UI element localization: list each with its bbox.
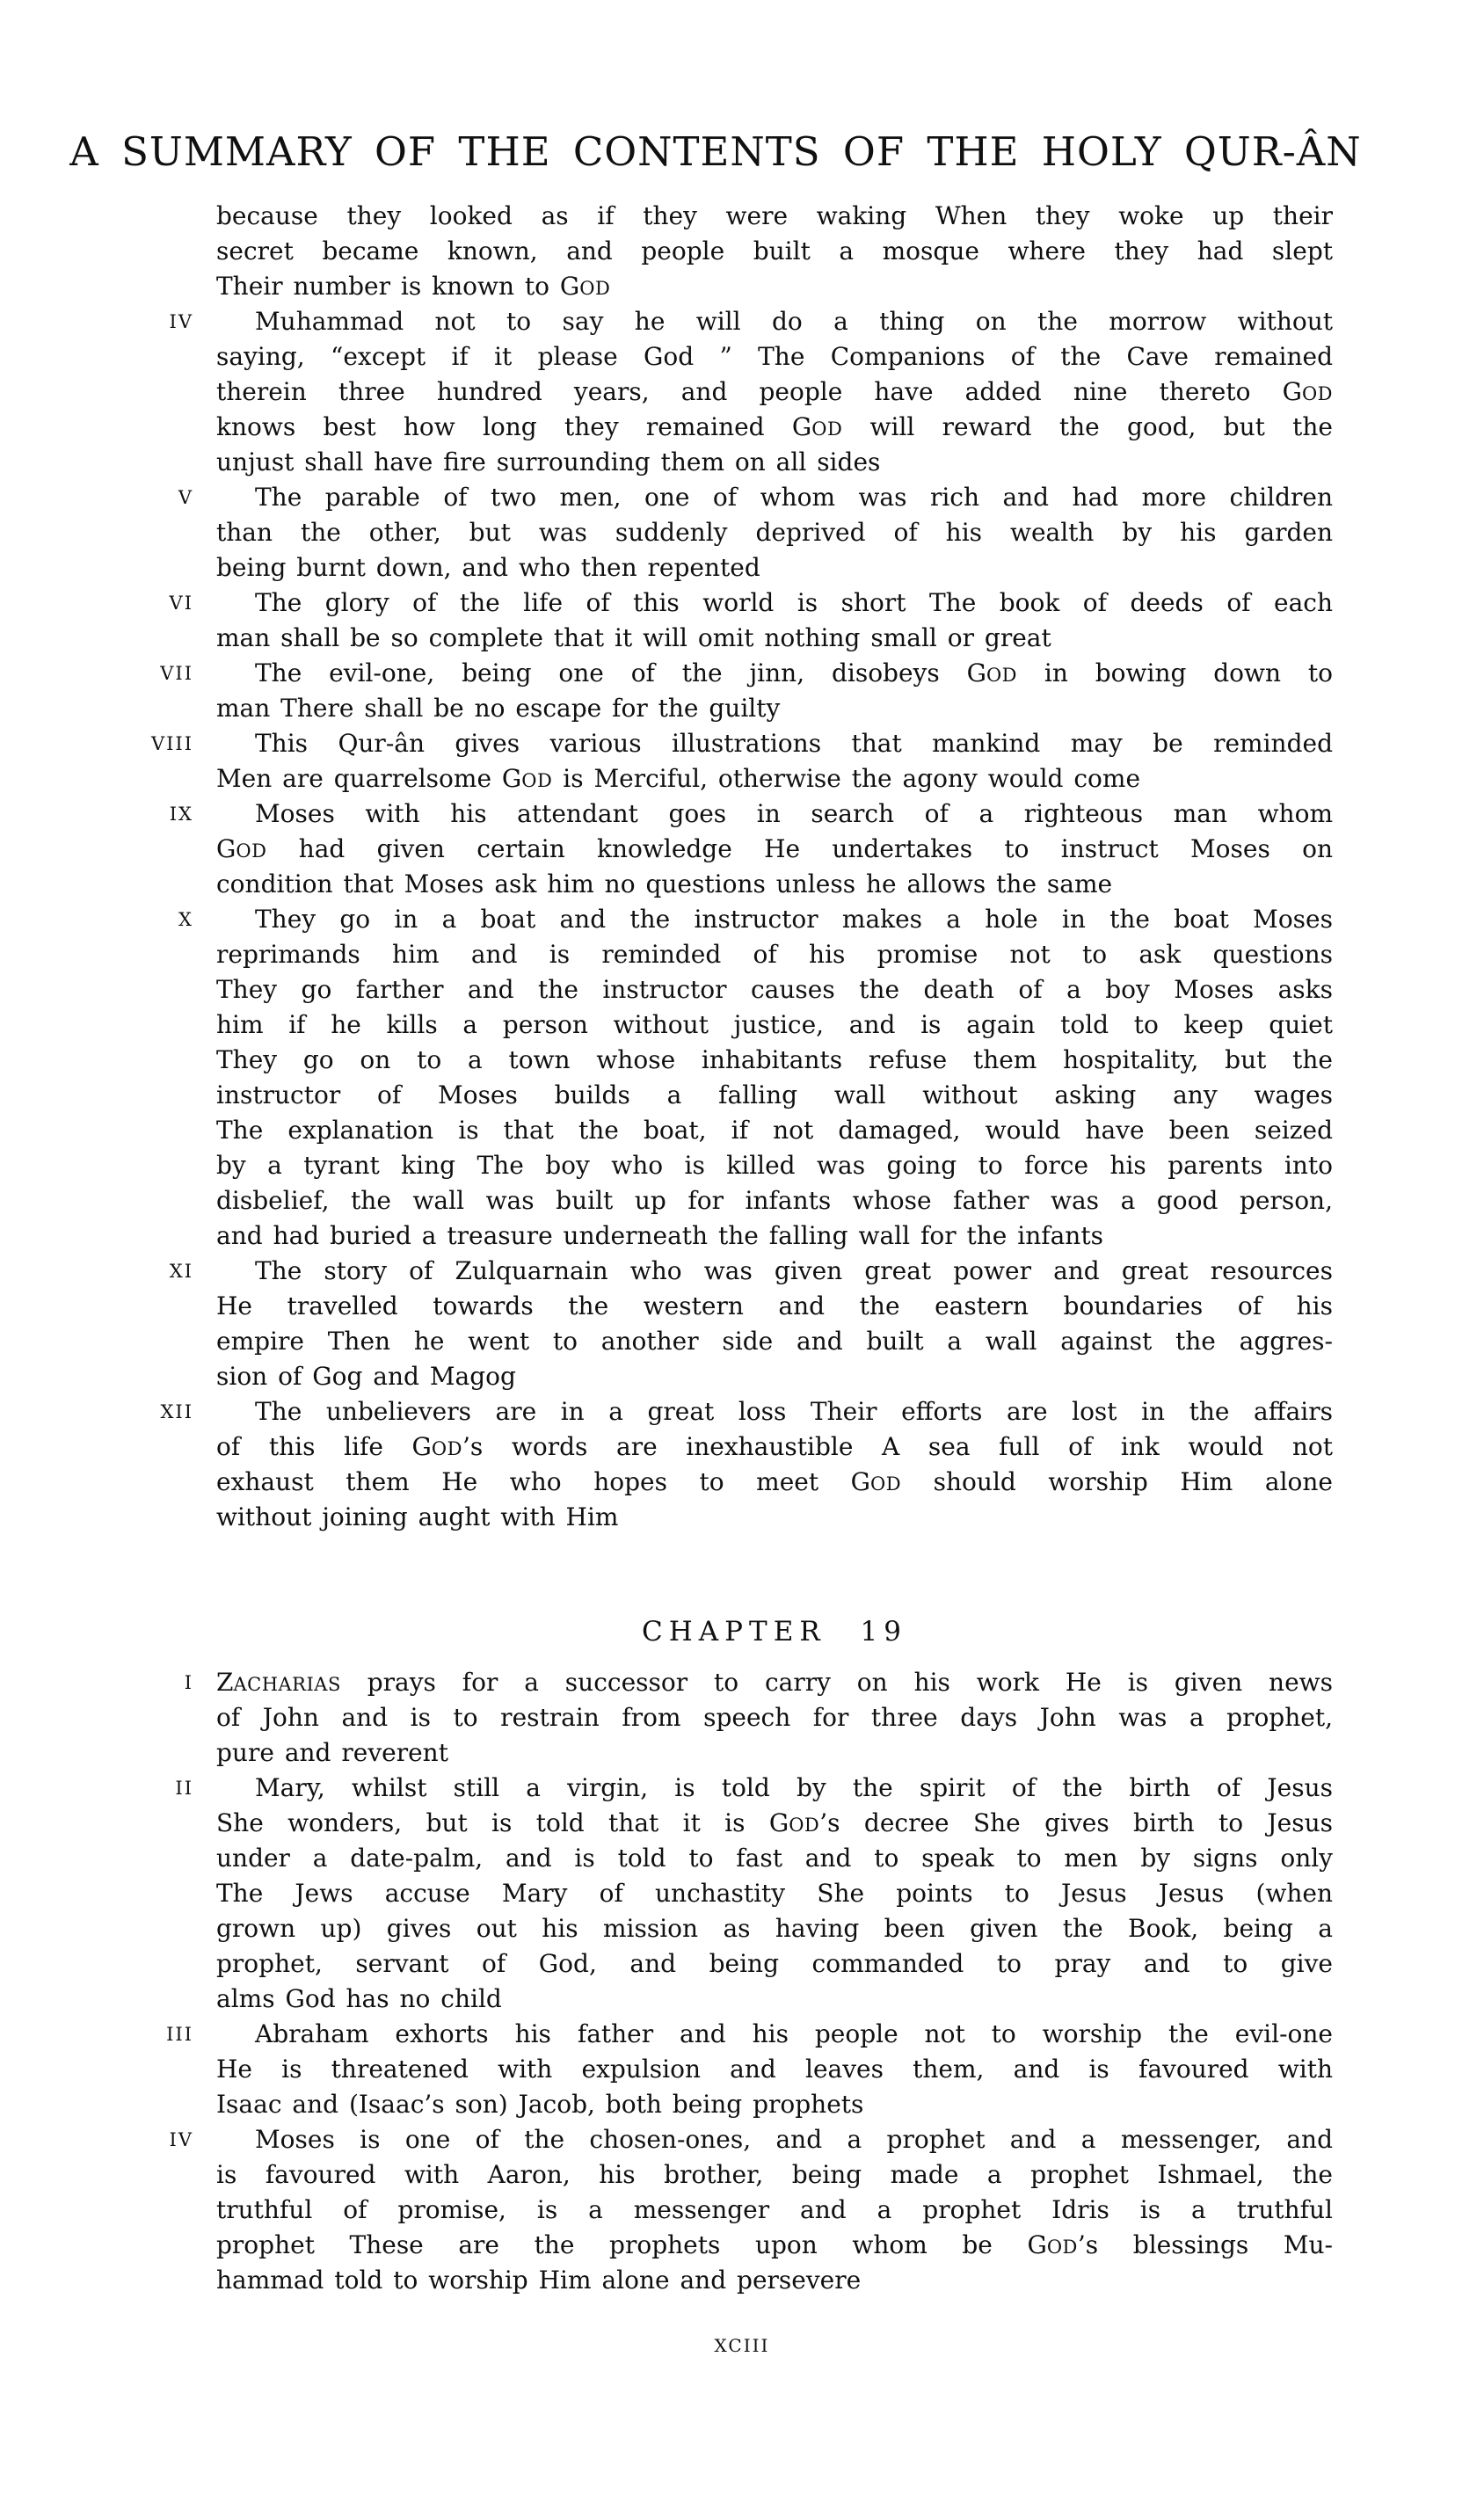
text-line: being burnt down, and who then repented — [216, 553, 760, 582]
text-line: prophet These are the prophets upon whom be GOD’s blessings Mu- — [216, 2230, 1333, 2259]
chapter19-list — [166, 1665, 1333, 2298]
chapter-heading: CHAPTER 19 — [642, 1616, 907, 1648]
text-line: The parable of two men, one of whom was rich and had more children — [255, 483, 1333, 512]
section-numeral: II — [175, 1778, 193, 1799]
text-line: This Qur-ân gives various illustrations that mankind may be reminded — [255, 729, 1333, 758]
text-line: saying, “except if it please God ” The Companions of the Cave remained — [216, 342, 1333, 371]
text-line: secret became known, and people built a mosque where they had slept — [216, 236, 1333, 266]
page-number: XCIII — [714, 2335, 770, 2356]
summary-entry — [166, 2017, 1333, 2122]
summary-entry — [175, 1771, 1333, 2017]
text-line: sion of Gog and Magog — [216, 1362, 516, 1391]
text-line: The unbelievers are in a great loss Their efforts are lost in the affairs — [255, 1397, 1333, 1426]
text-line: They go in a boat and the instructor makes a hole in the boat Moses — [255, 905, 1333, 934]
text-line: The story of Zulquarnain who was given great power and great resources — [255, 1256, 1333, 1285]
text-line: knows best how long they remained GOD will reward the good, but the — [216, 412, 1334, 441]
text-line: Isaac and (Isaac’s son) Jacob, both being prophets — [216, 2090, 864, 2119]
text-line: of John and is to restrain from speech for three days John was a prophet, — [216, 1703, 1333, 1732]
section-numeral: VI — [169, 593, 193, 614]
text-line: is favoured with Aaron, his brother, being made a prophet Ishmael, the — [216, 2160, 1333, 2189]
text-line: under a date-palm, and is told to fast and to speak to men by signs only — [216, 1844, 1333, 1873]
text-line: Muhammad not to say he will do a thing on the morrow without — [255, 307, 1333, 336]
section-numeral: III — [166, 2024, 193, 2045]
section-numeral: VII — [160, 663, 193, 684]
summary-entry — [169, 1254, 1333, 1394]
section-numeral: I — [184, 1672, 193, 1693]
text-line: alms God has no child — [216, 1984, 502, 2013]
summary-entry — [169, 304, 1334, 480]
text-line: The Jews accuse Mary of unchastity She points to Jesus Jesus (when — [216, 1879, 1333, 1908]
text-line: GOD had given certain knowledge He undertakes to instruct Moses on — [216, 834, 1333, 863]
text-line: hammad told to worship Him alone and persevere — [216, 2266, 862, 2295]
section-numeral: IX — [169, 804, 193, 825]
text-line: Abraham exhorts his father and his people not to worship the evil-one — [255, 2019, 1333, 2048]
section-numeral: V — [178, 487, 193, 508]
text-line: The evil-one, being one of the jinn, disobeys GOD in bowing down to — [255, 658, 1333, 687]
section-numeral: XI — [169, 1261, 193, 1282]
text-line: Mary, whilst still a virgin, is told by the spirit of the birth of Jesus — [255, 1773, 1333, 1802]
text-line: Moses with his attendant goes in search of a righteous man whom — [255, 799, 1333, 828]
text-line: condition that Moses ask him no questions unless he allows the same — [216, 869, 1113, 898]
section-numeral: IV — [169, 311, 193, 332]
text-line: grown up) gives out his mission as having been given the Book, being a — [216, 1914, 1333, 1943]
section-numeral: X — [178, 909, 193, 930]
text-line: reprimands him and is reminded of his promise not to ask questions — [216, 940, 1333, 969]
section-numeral: IV — [169, 2129, 193, 2150]
text-line: unjust shall have fire surrounding them on all sides — [216, 447, 881, 476]
text-line: him if he kills a person without justice, and is again told to keep quiet — [216, 1010, 1333, 1039]
text-line: Their number is known to GOD — [216, 272, 611, 301]
text-line: She wonders, but is told that it is GOD’s decree She gives birth to Jesus — [216, 1808, 1333, 1837]
text-line: instructor of Moses builds a falling wall without asking any wages — [216, 1080, 1333, 1109]
text-line: Men are quarrelsome GOD is Merciful, otherwise the agony would come — [216, 764, 1141, 793]
text-line: of this life GOD’s words are inexhaustible A sea full of ink would not — [216, 1432, 1333, 1461]
text-line: without joining aught with Him — [216, 1502, 619, 1531]
summary-entry — [178, 480, 1333, 586]
summary-continued-list — [150, 199, 1334, 1535]
text-line: He travelled towards the western and the eastern boundaries of his — [216, 1291, 1333, 1320]
summary-entry — [169, 2122, 1333, 2298]
text-line: man shall be so complete that it will omit nothing small or great — [216, 623, 1051, 652]
section-numeral: XII — [160, 1401, 193, 1422]
text-line: Moses is one of the chosen-ones, and a prophet and a messenger, and — [255, 2125, 1333, 2154]
text-line: pure and reverent — [216, 1738, 448, 1767]
summary-entry — [178, 902, 1333, 1254]
summary-entry — [184, 1665, 1333, 1771]
section-numeral: VIII — [150, 733, 193, 754]
text-line: man There shall be no escape for the guilty — [216, 694, 781, 723]
text-line: than the other, but was suddenly deprived of his wealth by his garden — [216, 518, 1333, 547]
summary-entry — [160, 656, 1333, 726]
summary-entry — [169, 586, 1333, 656]
text-line: The explanation is that the boat, if not damaged, would have been seized — [216, 1116, 1333, 1145]
text-line: They go on to a town whose inhabitants refuse them hospitality, but the — [216, 1045, 1333, 1074]
text-line: He is threatened with expulsion and leaves them, and is favoured with — [216, 2055, 1333, 2084]
text-line: exhaust them He who hopes to meet GOD should worship Him alone — [216, 1467, 1333, 1496]
summary-entry — [169, 797, 1333, 902]
text-line: The glory of the life of this world is short The book of deeds of each — [255, 588, 1333, 617]
text-line: They go farther and the instructor causes the death of a boy Moses asks — [216, 975, 1333, 1004]
summary-entry — [150, 726, 1333, 797]
text-line: truthful of promise, is a messenger and a prophet Idris is a truthful — [216, 2195, 1333, 2224]
summary-entry — [216, 199, 1333, 304]
page-title: A SUMMARY OF THE CONTENTS OF THE HOLY QUR-ÂN — [69, 128, 1362, 175]
text-line: empire Then he went to another side and built a wall against the aggres- — [216, 1327, 1333, 1356]
text-line: disbelief, the wall was built up for infants whose father was a good person, — [216, 1186, 1333, 1215]
text-line: ZACHARIAS prays for a successor to carry on his work He is given news — [216, 1668, 1333, 1697]
text-line: prophet, servant of God, and being commanded to pray and to give — [216, 1949, 1333, 1978]
text-line: therein three hundred years, and people have added nine thereto GOD — [216, 377, 1333, 406]
text-line: and had buried a treasure underneath the falling wall for the infants — [216, 1221, 1103, 1250]
text-line: because they looked as if they were waking When they woke up their — [216, 201, 1333, 230]
summary-entry — [160, 1394, 1333, 1535]
text-line: by a tyrant king The boy who is killed was going to force his parents into — [216, 1151, 1333, 1180]
